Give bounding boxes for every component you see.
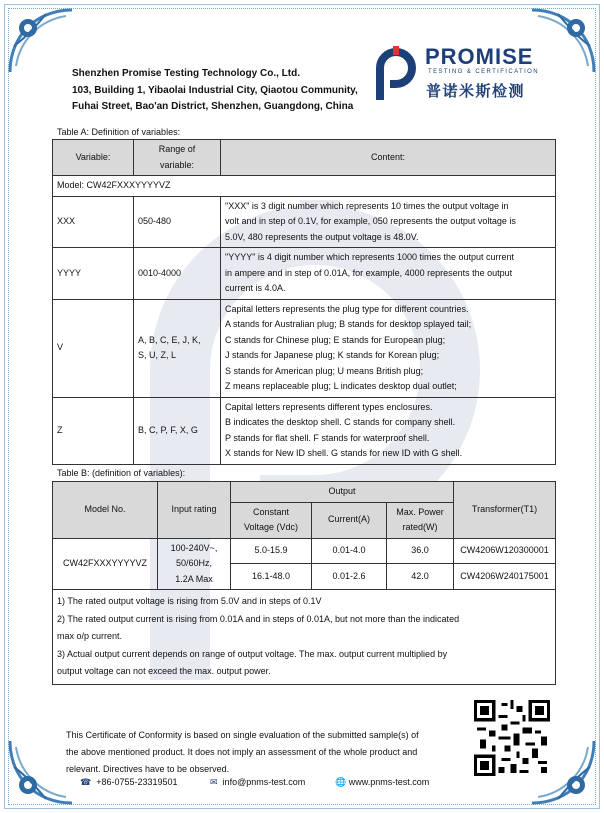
logo-brand-text: PROMISE	[425, 44, 534, 69]
logo-mark-icon	[372, 46, 420, 102]
range-cell: B, C, P, F, X, G	[134, 397, 221, 464]
table-row	[53, 299, 556, 397]
table-row	[53, 196, 556, 248]
contact-website[interactable]: 🌐 www.pnms-test.com	[335, 777, 430, 787]
header-output: Output	[231, 482, 454, 503]
header-input: Input rating	[158, 482, 231, 539]
note-line: output voltage can not exceed the max. output power.	[57, 666, 271, 676]
range-cell: 0010-4000	[134, 248, 221, 300]
power-cell: 42.0	[387, 564, 454, 590]
note-line: 2) The rated output current is rising from 0.01A and in steps of 0.01A, but not more than the indicated	[57, 613, 460, 624]
address-line-1: 103, Building 1, Yibaolai Industrial City, Qiaotou Community,	[72, 84, 358, 96]
mail-icon: ✉	[210, 777, 218, 787]
variable-cell: YYYY	[53, 248, 134, 300]
contact-phone: ☎ +86-0755-23319501	[80, 777, 178, 787]
header-transformer: Transformer(T1)	[454, 482, 556, 539]
content-cell: "XXX" is 3 digit number which represents 10 times the output voltage in volt and in step of 0.1V, for example, 050 represents the output voltage is 5.0V, 480 represents the output voltage is 48.0V.	[221, 196, 556, 248]
logo-subtitle: TESTING & CERTIFICATION	[428, 69, 539, 75]
transformer-cell: CW4206W240175001	[454, 564, 556, 590]
corner-ornament-top-left	[6, 6, 76, 76]
variable-cell: V	[53, 299, 134, 397]
header-voltage: Constant Voltage (Vdc)	[231, 502, 312, 538]
model-cell: CW42FXXXYYYYVZ	[53, 538, 158, 590]
phone-icon: ☎	[80, 777, 92, 787]
table-row	[53, 397, 556, 464]
qr-code	[474, 700, 550, 776]
globe-icon: 🌐	[335, 777, 347, 787]
header-model: Model No.	[53, 482, 158, 539]
header-power: Max. Power rated(W)	[387, 502, 454, 538]
model-row: Model: CW42FXXXYYYYVZ	[53, 176, 556, 197]
current-cell: 0.01-4.0	[312, 538, 387, 564]
table-a-caption: Table A: Definition of variables:	[57, 127, 181, 137]
input-rating-cell: 100-240V~, 50/60Hz, 1.2A Max	[158, 538, 231, 590]
header-current: Current(A)	[312, 502, 387, 538]
variable-cell: Z	[53, 397, 134, 464]
header-variable: Variable:	[53, 140, 134, 176]
contact-email[interactable]: ✉ info@pnms-test.com	[210, 777, 306, 787]
content-cell: "YYYY" is 4 digit number which represents 1000 times the output current in ampere and in step of 0.01A, for example, 4000 represents the output current is 4.0A.	[221, 248, 556, 300]
note-line: 3) Actual output current depends on range of output voltage. The max. output current multiplied by	[57, 648, 448, 659]
current-cell: 0.01-2.6	[312, 564, 387, 590]
range-cell: A, B, C, E, J, K, S, U, Z, L	[134, 299, 221, 397]
content-cell: Capital letters represents different types enclosures. B indicates the desktop shell. C stands for company shell. P stands for flat shell. F stands for waterproof shell. X stands for New ID shell. G stands for new ID with G shell.	[221, 397, 556, 464]
voltage-cell: 16.1-48.0	[231, 564, 312, 590]
range-cell: 050-480	[134, 196, 221, 248]
variable-cell: XXX	[53, 196, 134, 248]
company-name: Shenzhen Promise Testing Technology Co., Ltd.	[72, 68, 300, 79]
variables-definition-table	[52, 139, 556, 465]
header-range: Range of variable:	[134, 140, 221, 176]
transformer-cell: CW4206W120300001	[454, 538, 556, 564]
header-content: Content:	[221, 140, 556, 176]
company-address-block	[72, 66, 358, 116]
note-line: 1) The rated output voltage is rising from 5.0V and in steps of 0.1V	[57, 596, 322, 606]
power-cell: 36.0	[387, 538, 454, 564]
note-line: max o/p current.	[57, 631, 123, 641]
logo-chinese-name: 普诺米斯检测	[426, 83, 526, 100]
table-b-caption: Table B: (definition of variables):	[57, 468, 186, 478]
promise-logo	[372, 42, 552, 108]
table-row	[53, 538, 556, 564]
disclaimer-text: This Certificate of Conformity is based on single evaluation of the submitted sample(s) of the above mentioned product. It does not imply an assessment of the whole product and relevant. Directives have to be observed.	[66, 730, 419, 774]
voltage-cell: 5.0-15.9	[231, 538, 312, 564]
table-row	[53, 248, 556, 300]
model-ratings-table	[52, 481, 556, 685]
notes-cell	[53, 590, 556, 685]
content-cell: Capital letters represents the plug type for different countries. A stands for Australian plug; B stands for desktop splayed tail; C stands for Chinese plug; E stands for European plug; J stands for Japanese plug; K stands for Korean plug; S stands for American plug; U means British plug; Z means replaceable plug; L indicates desktop dual outlet;	[221, 299, 556, 397]
address-line-2: Fuhai Street, Bao'an District, Shenzhen, Guangdong, China	[72, 101, 354, 112]
